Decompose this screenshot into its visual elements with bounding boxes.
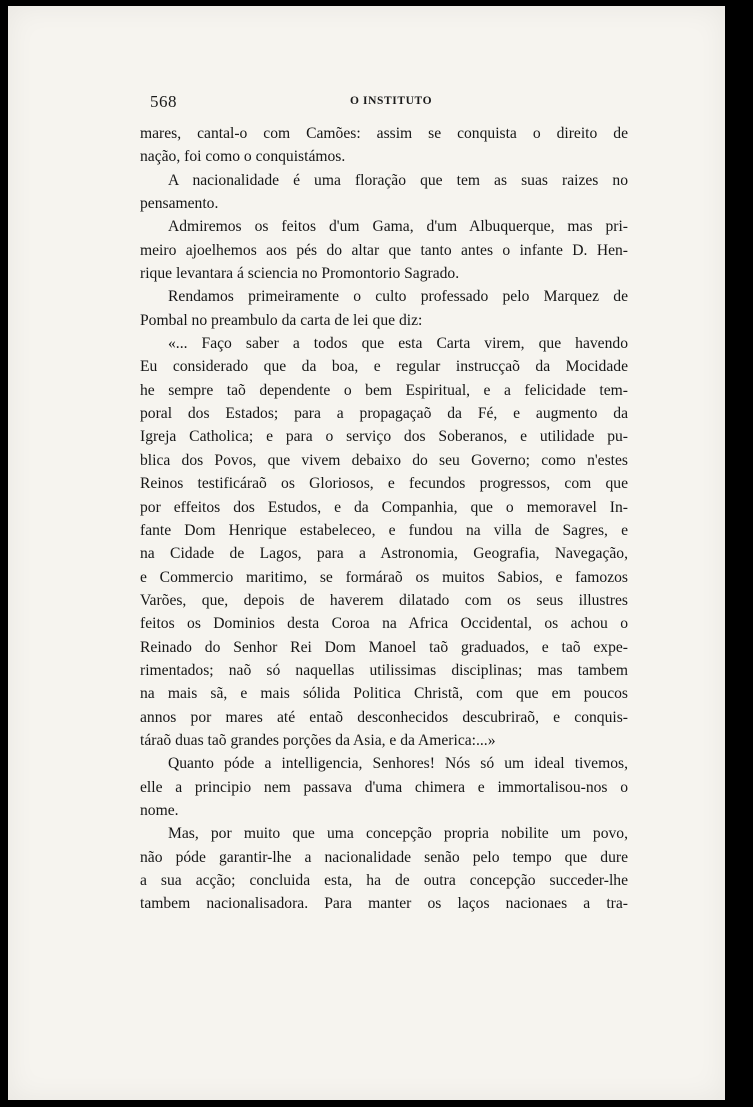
text-line: Admiremos os feitos d'um Gama, d'um Albuquerque, mas pri-: [168, 218, 628, 236]
text-line: na Cidade de Lagos, para a Astronomia, Geografia, Navegação,: [140, 545, 628, 563]
text-line: Eu considerado que da boa, e regular instrucçaõ da Mocidade: [140, 358, 628, 376]
text-line: annos por mares até entaõ desconhecidos descubriraõ, e conquis-: [140, 708, 628, 726]
text-line: feitos os Dominios desta Coroa na Africa Occidental, os achou o: [140, 615, 628, 633]
text-line: Varões, que, depois de haverem dilatado com os seus illustres: [140, 591, 628, 609]
text-line: pensamento.: [140, 195, 219, 213]
text-line: elle a principio nem passava d'uma chimera e immortalisou-nos o: [140, 778, 628, 796]
text-line: Reinos testificáraõ os Gloriosos, e fecundos progressos, com que: [140, 475, 628, 493]
text-line: por effeitos dos Estudos, e da Companhia, que o memoravel In-: [140, 498, 628, 516]
text-line: meiro ajoelhemos aos pés do altar que tanto antes o infante D. Hen-: [140, 241, 628, 259]
text-line: não póde garantir-lhe a nacionalidade senão pelo tempo que dure: [140, 848, 628, 866]
text-line: «... Faço saber a todos que esta Carta virem, que havendo: [168, 335, 628, 353]
text-line: Igreja Catholica; e para o serviço dos Soberanos, e utilidade pu-: [140, 428, 628, 446]
text-line: a sua acção; concluida esta, ha de outra concepção succeder-lhe: [140, 872, 628, 889]
text-line: tambem nacionalisadora. Para manter os laços nacionaes a tra-: [140, 895, 628, 913]
text-line: nação, foi como o conquistámos.: [140, 148, 346, 166]
text-line: he sempre taõ dependente o bem Espiritual, e a felicidade tem-: [140, 381, 628, 399]
text-line: poral dos Estados; para a propagaçaõ da Fé, e augmento da: [140, 405, 628, 423]
text-line: nome.: [140, 801, 179, 819]
running-title: O INSTITUTO: [350, 95, 433, 107]
body-text: [140, 122, 628, 916]
text-line: rimentados; naõ só naquellas utilissimas disciplinas; mas tambem: [140, 661, 628, 679]
text-line: na mais sã, e mais sólida Politica Christã, com que em poucos: [140, 685, 628, 703]
text-line: mares, cantal-o com Camões: assim se conquista o direito de: [140, 125, 628, 142]
text-line: fante Dom Henrique estabeleceo, e fundou na villa de Sagres, e: [140, 521, 628, 539]
text-line: e Commercio maritimo, se formáraõ os muitos Sabios, e famozos: [140, 568, 628, 586]
text-line: A nacionalidade é uma floração que tem as suas raizes no: [168, 171, 628, 189]
text-line: Rendamos primeiramente o culto professado pelo Marquez de: [168, 288, 628, 306]
text-line: rique levantara á sciencia no Promontorio Sagrado.: [140, 265, 460, 283]
page-header: [150, 92, 636, 116]
text-line: Reinado do Senhor Rei Dom Manoel taõ graduados, e taõ expe-: [140, 638, 628, 656]
text-line: Pombal no preambulo da carta de lei que diz:: [140, 311, 423, 329]
page-number: 568: [150, 92, 177, 111]
text-line: táraõ duas taõ grandes porções da Asia, e da America:...»: [140, 731, 496, 749]
text-line: blica dos Povos, que vivem debaixo do seu Governo; como n'estes: [140, 451, 628, 469]
text-line: Mas, por muito que uma concepção propria nobilite um povo,: [168, 825, 628, 843]
text-line: Quanto póde a intelligencia, Senhores! Nós só um ideal tivemos,: [168, 755, 628, 773]
